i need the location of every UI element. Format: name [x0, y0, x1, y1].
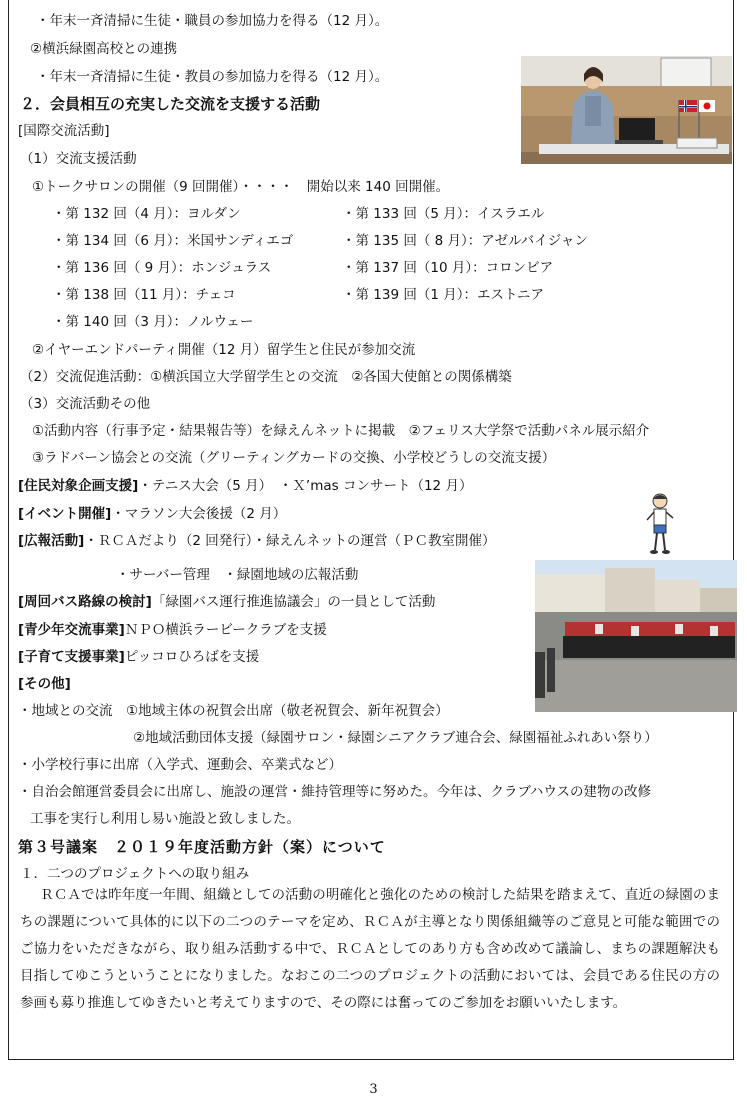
- talk-item-133: ・第 133 回（5 月）：イスラエル: [342, 206, 545, 222]
- bus-text: 「緑園バス運行推進協議会」の一員として活動: [151, 594, 436, 610]
- event-tag: [イベント開催]: [18, 506, 112, 522]
- other-hall-committee-cont: 工事を実行し利用し易い施設と致しました。: [30, 811, 300, 827]
- other-hall-committee: ・自治会館運営委員会に出席し、施設の運営・維持管理等に努めた。今年は、クラブハウスの建物の改修: [18, 784, 652, 800]
- talk-item-135: ・第 135 回（ 8 月）：アゼルバイジャン: [342, 233, 588, 249]
- youth-line: [18, 621, 327, 639]
- child-line: [18, 648, 259, 666]
- other-school-events: ・小学校行事に出席（入学式、運動会、卒業式など）: [18, 757, 342, 773]
- pr-line-2: ・サーバー管理 ・緑園地域の広報活動: [116, 567, 359, 583]
- resident-plan-text: ・テニス大会（5 月） ・Ｘ’mas コンサート（12 月）: [138, 478, 473, 494]
- intl-activity-tag: [国際交流活動]: [18, 123, 110, 139]
- page-number: 3: [369, 1082, 378, 1097]
- bus-line: [18, 593, 435, 611]
- agenda-heading: 第３号議案 ２０１９年度活動方針（案）について: [18, 838, 386, 856]
- event-text: ・マラソン大会後援（2 月）: [111, 506, 287, 522]
- sub-exchange-promotion: （2）交流促進活動：①横浜国立大学留学生との交流 ②各国大使館との関係構築: [20, 369, 512, 385]
- resident-plan-line: [18, 477, 472, 495]
- yearend-party-line: ②イヤーエンドパーティ開催（12 月）留学生と住民が参加交流: [32, 342, 416, 358]
- youth-text: ＮＰＯ横浜ラービークラブを支援: [124, 622, 327, 638]
- runner-illustration: [645, 492, 675, 558]
- other-item-radburn: ③ラドバーン協会との交流（グリーティングカードの交換、小学校どうしの交流支援）: [32, 450, 556, 466]
- talk-item-139: ・第 139 回（1 月）：エストニア: [342, 287, 544, 303]
- other-local-exchange: ・地域との交流 ①地域主体の祝賀会出席（敬老祝賀会、新年祝賀会）: [18, 703, 449, 719]
- other-item-web: ①活動内容（行事予定・結果報告等）を緑えんネットに掲載 ②フェリス大学祭で活動パネル展示紹介: [32, 423, 650, 439]
- marathon-photo: [535, 560, 737, 712]
- sub-exchange-support: （1）交流支援活動: [20, 151, 137, 167]
- project-paragraph: ＲＣＡでは昨年度一年間、組織としての活動の明確化と強化のための検討した結果を踏まえて、直近の緑園のまちの課題について具体的に以下の二つのテーマを定め、ＲＣＡが主導となり関係組織等のご意見と可能な範囲でのご協力をいただきながら、取り組み活動する中で、ＲＣＡとしてのあり方も含め改めて議論し、まちの課題解決も目指してゆこうということになりました。なおこの二つのプロジェクトの活動においては、会員である住民の方の参画も募り推進してゆきたいと考えてりますので、その際には奮ってのご参加をお願いいたします。: [20, 887, 720, 1011]
- talk-item-137: ・第 137 回（10 月）：コロンビア: [342, 260, 554, 276]
- line-cleanup-staff: ・年末一斉清掃に生徒・職員の参加協力を得る（12 月）。: [36, 13, 389, 29]
- pr-tag: [広報活動]: [18, 533, 85, 549]
- pr-text: ・ＲＣＡだより（2 回発行）・緑えんネットの運営（ＰＣ教室開催）: [84, 533, 496, 549]
- talk-salon-line: ①トークサロンの開催（9 回開催）・・・・ 開始以来 140 回開催。: [32, 179, 450, 195]
- project-heading: １．二つのプロジェクトへの取り組み: [20, 866, 250, 882]
- talk-item-138: ・第 138 回（11 月）：チェコ: [52, 287, 236, 303]
- section-support-heading: ２．会員相互の充実した交流を支援する活動: [20, 95, 321, 113]
- event-line: [18, 505, 286, 523]
- other-group-support: ②地域活動団体支援（緑園サロン・緑園シニアクラブ連合会、緑園福祉ふれあい祭り）: [133, 730, 658, 746]
- talk-item-134: ・第 134 回（6 月）：米国サンディエゴ: [52, 233, 294, 249]
- speaker-photo: [521, 56, 732, 164]
- talk-item-136: ・第 136 回（ 9 月）：ホンジュラス: [52, 260, 272, 276]
- youth-tag: [青少年交流事業]: [18, 622, 125, 638]
- child-tag: [子育て支援事業]: [18, 649, 125, 665]
- line-highschool: ②横浜緑園高校との連携: [30, 41, 178, 57]
- pr-line: [18, 532, 495, 550]
- child-text: ピッコロひろばを支援: [124, 649, 260, 665]
- resident-plan-tag: [住民対象企画支援]: [18, 478, 139, 494]
- line-cleanup-teachers: ・年末一斉清掃に生徒・教員の参加協力を得る（12 月）。: [36, 69, 389, 85]
- other-tag: [その他]: [18, 676, 71, 692]
- talk-item-140: ・第 140 回（3 月）：ノルウェー: [52, 314, 254, 330]
- bus-tag: [周回バス路線の検討]: [18, 594, 152, 610]
- talk-item-132: ・第 132 回（4 月）：ヨルダン: [52, 206, 241, 222]
- sub-exchange-other: （3）交流活動その他: [20, 396, 151, 412]
